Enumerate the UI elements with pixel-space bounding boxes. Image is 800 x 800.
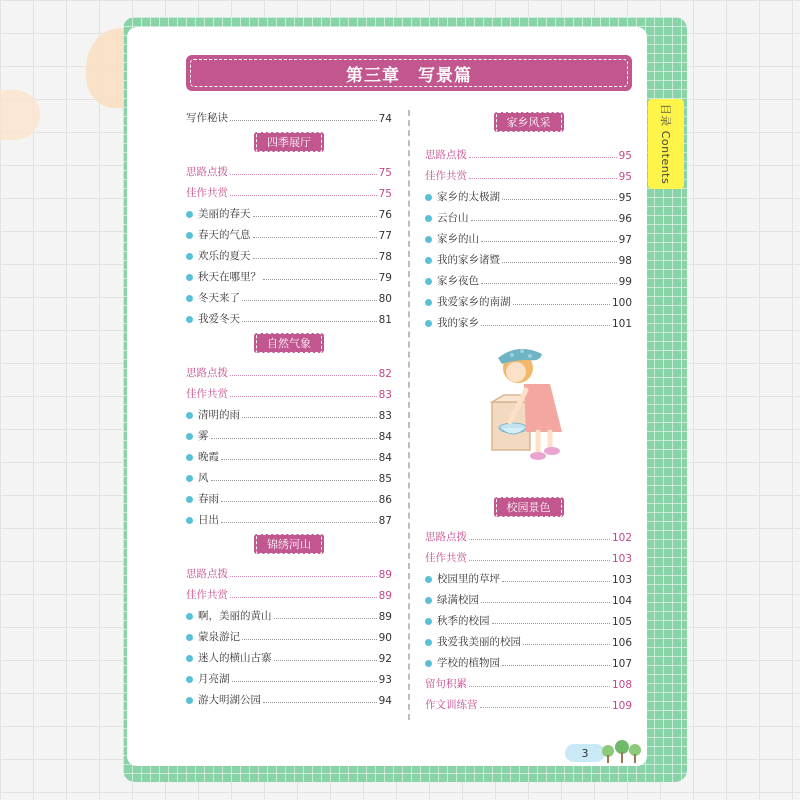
dot-leader <box>230 120 377 121</box>
bullet-dot-icon <box>425 236 432 243</box>
toc-entry-title: 迷人的横山古寨 <box>198 652 272 664</box>
dot-leader <box>502 581 610 582</box>
toc-entry-page: 89 <box>378 611 392 623</box>
toc-entry[interactable] <box>425 246 632 267</box>
bullet-dot-icon <box>186 433 193 440</box>
toc-entry-title: 思路点拨 <box>425 531 467 543</box>
toc-entry-page: 80 <box>378 293 392 305</box>
toc-entry-page: 83 <box>378 389 392 401</box>
toc-entry-title: 我爱冬天 <box>198 313 240 325</box>
dot-leader <box>253 258 377 259</box>
toc-entry[interactable] <box>186 242 392 263</box>
bullet-dot-icon <box>186 211 193 218</box>
bullet-dot-icon <box>186 697 193 704</box>
toc-entry[interactable] <box>186 602 392 623</box>
toc-entry[interactable] <box>186 506 392 527</box>
toc-entry-page: 84 <box>378 431 392 443</box>
toc-entry-title: 蒙泉游记 <box>198 631 240 643</box>
dot-leader <box>523 644 610 645</box>
toc-entry-title: 美丽的春天 <box>198 208 251 220</box>
dot-leader <box>502 199 617 200</box>
toc-entry-page: 93 <box>378 674 392 686</box>
dot-leader <box>242 321 377 322</box>
toc-entry-title: 月亮湖 <box>198 673 230 685</box>
dot-leader <box>242 300 377 301</box>
toc-entry-page: 74 <box>378 113 392 125</box>
toc-entry-page: 101 <box>611 318 632 330</box>
toc-entry-title: 思路点拨 <box>186 367 228 379</box>
bullet-dot-icon <box>186 655 193 662</box>
toc-entry-title: 春雨 <box>198 493 219 505</box>
toc-entry-page: 99 <box>618 276 632 288</box>
dot-leader <box>481 241 617 242</box>
section-title-box <box>186 527 392 560</box>
dot-leader <box>263 279 377 280</box>
toc-entry-page: 75 <box>378 167 392 179</box>
dot-leader <box>469 539 610 540</box>
section-title <box>254 333 324 353</box>
toc-entry-title: 欢乐的夏天 <box>198 250 251 262</box>
toc-entry-page: 78 <box>378 251 392 263</box>
toc-entry-title: 佳作共赏 <box>425 552 467 564</box>
toc-entry[interactable] <box>425 691 632 712</box>
toc-entry-page: 95 <box>618 150 632 162</box>
dot-leader <box>481 602 610 603</box>
toc-entry[interactable] <box>425 544 632 565</box>
section-title-box <box>186 326 392 359</box>
toc-entry-page: 98 <box>618 255 632 267</box>
contents-tab-label: 目录 Contents <box>659 103 672 185</box>
chapter-title: 第三章 写景篇 <box>190 59 628 87</box>
dot-leader <box>274 618 377 619</box>
bullet-dot-icon <box>425 320 432 327</box>
toc-entry[interactable] <box>186 200 392 221</box>
dot-leader <box>242 417 377 418</box>
toc-entry-title: 晚霞 <box>198 451 219 463</box>
section-title <box>494 497 564 517</box>
bullet-dot-icon <box>186 412 193 419</box>
dot-leader <box>230 396 377 397</box>
toc-entry[interactable] <box>425 670 632 691</box>
toc-entry[interactable] <box>186 665 392 686</box>
bullet-dot-icon <box>186 496 193 503</box>
toc-entry[interactable] <box>186 104 392 125</box>
dot-leader <box>469 157 617 158</box>
contents-tab[interactable] <box>648 99 684 189</box>
bullet-dot-icon <box>186 634 193 641</box>
toc-entry[interactable] <box>186 179 392 200</box>
toc-entry[interactable] <box>425 607 632 628</box>
toc-entry-title: 日出 <box>198 514 219 526</box>
toc-entry[interactable] <box>186 485 392 506</box>
toc-entry-title: 思路点拨 <box>186 568 228 580</box>
toc-entry-page: 104 <box>611 595 632 607</box>
bullet-dot-icon <box>425 278 432 285</box>
toc-entry[interactable] <box>186 686 392 707</box>
toc-entry[interactable] <box>425 288 632 309</box>
toc-entry[interactable] <box>425 586 632 607</box>
toc-entry-title: 作文训练营 <box>425 699 478 711</box>
toc-entry-page: 95 <box>618 171 632 183</box>
dot-leader <box>502 665 610 666</box>
bullet-dot-icon <box>425 299 432 306</box>
bullet-dot-icon <box>186 295 193 302</box>
toc-entry-title: 学校的植物园 <box>437 657 500 669</box>
dot-leader <box>221 459 377 460</box>
toc-entry-page: 92 <box>378 653 392 665</box>
section-title-text: 锦绣河山 <box>256 534 322 554</box>
toc-entry-title: 我爱我美丽的校园 <box>437 636 521 648</box>
toc-entry-title: 风 <box>198 472 209 484</box>
chapter-banner <box>186 55 632 91</box>
toc-entry-title: 秋季的校园 <box>437 615 490 627</box>
toc-entry-title: 思路点拨 <box>186 166 228 178</box>
section-title-text: 四季展厅 <box>256 132 322 152</box>
toc-entry[interactable] <box>186 560 392 581</box>
dot-leader <box>211 480 377 481</box>
dot-leader <box>253 216 377 217</box>
toc-entry[interactable] <box>425 267 632 288</box>
section-title <box>254 534 324 554</box>
toc-entry-title: 绿满校园 <box>437 594 479 606</box>
toc-entry[interactable] <box>425 141 632 162</box>
dot-leader <box>211 438 377 439</box>
dot-leader <box>221 501 377 502</box>
dot-leader <box>230 597 377 598</box>
toc-entry[interactable] <box>186 380 392 401</box>
toc-entry-title: 佳作共赏 <box>186 388 228 400</box>
bullet-dot-icon <box>186 316 193 323</box>
section-title-box <box>425 111 632 133</box>
toc-entry[interactable] <box>186 263 392 284</box>
toc-entry[interactable] <box>186 464 392 485</box>
toc-entry-page: 96 <box>618 213 632 225</box>
section-title-text: 家乡风采 <box>496 112 562 132</box>
toc-entry-page: 76 <box>378 209 392 221</box>
toc-entry-page: 79 <box>378 272 392 284</box>
toc-entry-page: 86 <box>378 494 392 506</box>
toc-entry-page: 82 <box>378 368 392 380</box>
bullet-dot-icon <box>425 215 432 222</box>
toc-entry[interactable] <box>425 649 632 670</box>
dot-leader <box>253 237 377 238</box>
toc-entry-page: 106 <box>611 637 632 649</box>
dot-leader <box>230 576 377 577</box>
bullet-dot-icon <box>186 454 193 461</box>
toc-entry-title: 我的家乡 <box>437 317 479 329</box>
dot-leader <box>492 623 610 624</box>
dot-leader <box>230 174 377 175</box>
toc-entry-title: 佳作共赏 <box>186 187 228 199</box>
toc-entry[interactable] <box>186 581 392 602</box>
column-divider <box>408 110 410 720</box>
bullet-dot-icon <box>186 517 193 524</box>
toc-entry-page: 102 <box>611 532 632 544</box>
dot-leader <box>502 262 617 263</box>
toc-entry-page: 89 <box>378 590 392 602</box>
toc-entry[interactable] <box>186 158 392 179</box>
dot-leader <box>469 686 610 687</box>
dot-leader <box>263 702 377 703</box>
toc-entry-page: 84 <box>378 452 392 464</box>
toc-entry-title: 清明的雨 <box>198 409 240 421</box>
bullet-dot-icon <box>425 576 432 583</box>
dot-leader <box>481 325 610 326</box>
toc-entry[interactable] <box>186 644 392 665</box>
dot-leader <box>221 522 377 523</box>
section-title-text: 自然气象 <box>256 333 322 353</box>
girl-illustration <box>480 340 570 465</box>
bullet-dot-icon <box>186 253 193 260</box>
bullet-dot-icon <box>186 232 193 239</box>
toc-entry-title: 游大明湖公园 <box>198 694 261 706</box>
toc-entry-page: 109 <box>611 700 632 712</box>
section-title <box>254 132 324 152</box>
toc-entry-title: 思路点拨 <box>425 149 467 161</box>
toc-entry[interactable] <box>186 221 392 242</box>
toc-entry[interactable] <box>425 523 632 544</box>
dot-leader <box>469 560 610 561</box>
toc-entry-page: 100 <box>611 297 632 309</box>
toc-entry-page: 75 <box>378 188 392 200</box>
dot-leader <box>230 375 377 376</box>
toc-entry[interactable] <box>425 309 632 330</box>
bullet-dot-icon <box>425 660 432 667</box>
toc-entry-page: 90 <box>378 632 392 644</box>
toc-entry-title: 啊，美丽的黄山 <box>198 610 272 622</box>
toc-entry-title: 家乡夜色 <box>437 275 479 287</box>
toc-left-column <box>186 104 392 707</box>
toc-entry[interactable] <box>425 628 632 649</box>
toc-entry-title: 秋天在哪里？ <box>198 271 261 283</box>
toc-entry[interactable] <box>186 623 392 644</box>
toc-entry-title: 留句积累 <box>425 678 467 690</box>
toc-entry-page: 85 <box>378 473 392 485</box>
toc-entry-title: 雾 <box>198 430 209 442</box>
trees-icon <box>600 735 642 765</box>
toc-entry-page: 103 <box>611 574 632 586</box>
toc-entry[interactable] <box>186 305 392 326</box>
dot-leader <box>230 195 377 196</box>
section-title-text: 校园景色 <box>496 497 562 517</box>
dot-leader <box>513 304 610 305</box>
toc-entry-page: 83 <box>378 410 392 422</box>
bullet-dot-icon <box>186 613 193 620</box>
toc-entry-title: 写作秘诀 <box>186 112 228 124</box>
decorative-blob-left <box>0 90 40 140</box>
toc-entry-title: 佳作共赏 <box>186 589 228 601</box>
toc-entry-page: 95 <box>618 192 632 204</box>
bullet-dot-icon <box>425 597 432 604</box>
dot-leader <box>274 660 377 661</box>
toc-entry-page: 81 <box>378 314 392 326</box>
toc-entry[interactable] <box>186 443 392 464</box>
toc-entry-title: 云台山 <box>437 212 469 224</box>
toc-entry-page: 107 <box>611 658 632 670</box>
toc-entry[interactable] <box>425 565 632 586</box>
toc-entry[interactable] <box>425 162 632 183</box>
bullet-dot-icon <box>186 274 193 281</box>
toc-entry[interactable] <box>186 422 392 443</box>
toc-entry-page: 77 <box>378 230 392 242</box>
toc-entry-title: 佳作共赏 <box>425 170 467 182</box>
section-title <box>494 112 564 132</box>
dot-leader <box>469 178 617 179</box>
toc-entry-page: 108 <box>611 679 632 691</box>
toc-entry-title: 冬天来了 <box>198 292 240 304</box>
toc-entry-title: 家乡的太极湖 <box>437 191 500 203</box>
toc-entry[interactable] <box>186 359 392 380</box>
dot-leader <box>242 639 377 640</box>
toc-entry[interactable] <box>186 284 392 305</box>
bullet-dot-icon <box>425 194 432 201</box>
dot-leader <box>480 707 610 708</box>
section-title-box <box>425 490 632 523</box>
toc-entry-title: 校园里的草坪 <box>437 573 500 585</box>
toc-entry-page: 103 <box>611 553 632 565</box>
dot-leader <box>471 220 617 221</box>
bullet-dot-icon <box>186 676 193 683</box>
toc-entry[interactable] <box>186 401 392 422</box>
toc-entry-title: 家乡的山 <box>437 233 479 245</box>
toc-entry[interactable] <box>425 225 632 246</box>
page-number: 3 <box>565 744 605 762</box>
toc-entry-page: 89 <box>378 569 392 581</box>
toc-entry-page: 87 <box>378 515 392 527</box>
toc-entry-page: 94 <box>378 695 392 707</box>
bullet-dot-icon <box>425 257 432 264</box>
toc-entry[interactable] <box>425 204 632 225</box>
toc-entry[interactable] <box>425 183 632 204</box>
toc-entry-title: 我爱家乡的南湖 <box>437 296 511 308</box>
bullet-dot-icon <box>425 639 432 646</box>
toc-entry-page: 97 <box>618 234 632 246</box>
toc-entry-page: 105 <box>611 616 632 628</box>
dot-leader <box>481 283 617 284</box>
section-title-box <box>186 125 392 158</box>
bullet-dot-icon <box>425 618 432 625</box>
toc-entry-title: 春天的气息 <box>198 229 251 241</box>
dot-leader <box>232 681 377 682</box>
toc-entry-title: 我的家乡诸暨 <box>437 254 500 266</box>
bullet-dot-icon <box>186 475 193 482</box>
